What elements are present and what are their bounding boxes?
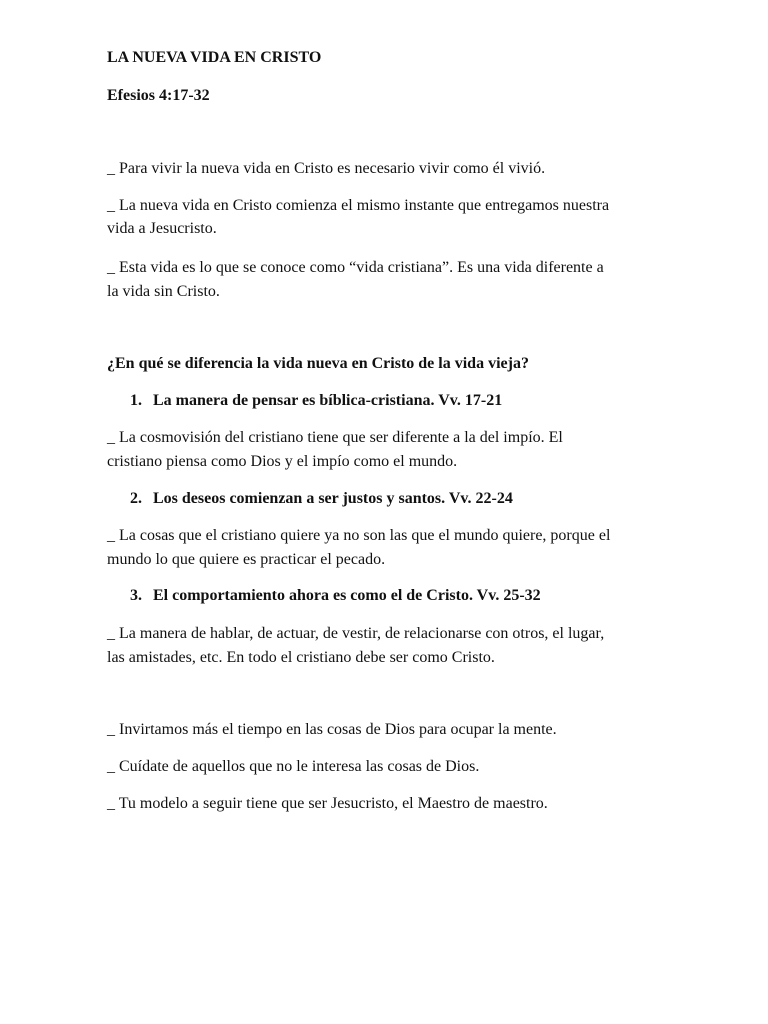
point-3-text-line-1: _ La manera de hablar, de actuar, de vestir, de relacionarse con otros, el lugar, [107, 625, 605, 642]
point-2-text-line-1: _ La cosas que el cristiano quiere ya no son las que el mundo quiere, porque el [107, 527, 611, 544]
intro-paragraph-2-line-2: vida a Jesucristo. [107, 220, 217, 237]
intro-paragraph-1-line-1: _ Para vivir la nueva vida en Cristo es necesario vivir como él vivió. [107, 160, 546, 177]
closing-line-2: _ Cuídate de aquellos que no le interesa las cosas de Dios. [107, 758, 480, 775]
point-3-text-line-2: las amistades, etc. En todo el cristiano debe ser como Cristo. [107, 649, 495, 666]
point-2-number: 2. [130, 490, 142, 507]
point-3-heading: El comportamiento ahora es como el de Cristo. Vv. 25-32 [153, 587, 541, 604]
point-3-number: 3. [130, 587, 142, 604]
scripture-reference: Efesios 4:17-32 [107, 87, 210, 104]
point-1-text-line-2: cristiano piensa como Dios y el impío como el mundo. [107, 453, 458, 470]
point-1-number: 1. [130, 392, 142, 409]
document-title: LA NUEVA VIDA EN CRISTO [107, 49, 322, 66]
point-1-heading: La manera de pensar es bíblica-cristiana. Vv. 17-21 [153, 392, 503, 409]
intro-paragraph-3-line-2: la vida sin Cristo. [107, 283, 220, 300]
intro-paragraph-3-line-1: _ Esta vida es lo que se conoce como “vida cristiana”. Es una vida diferente a [107, 259, 604, 276]
closing-line-3: _ Tu modelo a seguir tiene que ser Jesucristo, el Maestro de maestro. [107, 795, 548, 812]
section-question: ¿En qué se diferencia la vida nueva en Cristo de la vida vieja? [107, 355, 529, 372]
closing-line-1: _ Invirtamos más el tiempo en las cosas de Dios para ocupar la mente. [107, 721, 557, 738]
point-2-text-line-2: mundo lo que quiere es practicar el pecado. [107, 551, 386, 568]
point-2-heading: Los deseos comienzan a ser justos y santos. Vv. 22-24 [153, 490, 513, 507]
intro-paragraph-2-line-1: _ La nueva vida en Cristo comienza el mismo instante que entregamos nuestra [107, 197, 610, 214]
point-1-text-line-1: _ La cosmovisión del cristiano tiene que ser diferente a la del impío. El [107, 429, 563, 446]
